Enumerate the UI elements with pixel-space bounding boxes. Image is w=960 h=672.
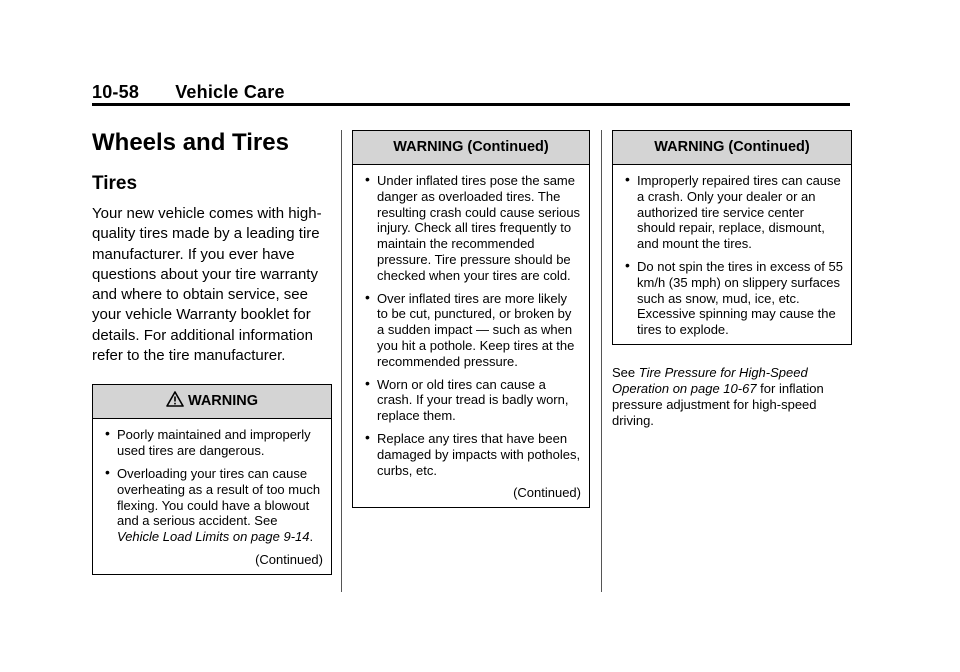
warning-body [353, 165, 589, 507]
tire-pressure-high-speed-link[interactable]: Tire Pressure for High-Speed Operation on page 10-67 [612, 364, 808, 396]
warning-item-text: Over inflated tires are more likely to be cut, punctured, or broken by a sudden impact — such as when you hit a pothole. Keep tires at the recommended pressure. [377, 290, 575, 369]
ref-end: . [309, 529, 314, 545]
warning-item-text: Poorly maintained and improperly used tires are dangerous. [117, 427, 311, 459]
warning-item [103, 427, 323, 459]
warning-item-text: Worn or old tires can cause a crash. If your tread is badly worn, replace them. [377, 376, 569, 424]
column-divider-2 [601, 130, 602, 592]
column-3 [612, 122, 852, 429]
warning-body [613, 165, 851, 344]
see-prefix: See [612, 364, 639, 380]
section-subtitle: Tires [92, 173, 138, 194]
warning-item [103, 463, 323, 545]
bullet: • [105, 463, 110, 480]
warning-item [623, 256, 843, 338]
header-rule [92, 103, 850, 106]
warning-header [93, 385, 331, 419]
warning-triangle-icon [166, 391, 184, 407]
section-title: Vehicle Care [175, 82, 285, 102]
vehicle-load-limits-link[interactable]: Vehicle Load Limits on page 9-14 [117, 529, 310, 545]
column-1 [92, 122, 332, 575]
column-2 [352, 122, 590, 508]
warning-item [363, 374, 581, 424]
bullet: • [365, 171, 370, 187]
page-header [92, 82, 285, 103]
page-title: Wheels and Tires [92, 129, 289, 156]
bullet: • [365, 374, 370, 391]
warning-box-continued [612, 130, 852, 345]
warning-box-continued [352, 130, 590, 508]
warning-item-text: Under inflated tires pose the same danger as overloaded tires. The resulting crash could cause serious injury. Check all tires frequently to maintain the recommended pressure. Tire pressure should be checked when your tires are cold. [377, 173, 581, 283]
bullet: • [365, 288, 370, 305]
bullet: • [105, 425, 110, 442]
warning-item-text: Do not spin the tires in excess of 55 km/h (35 mph) on slippery surfaces such as snow, mud, ice, etc. Excessive spinning may cause the tires to explode. [637, 258, 843, 338]
warning-item-text: Replace any tires that have been damaged by impacts with potholes, curbs, etc. [377, 430, 581, 478]
warning-box [92, 384, 332, 575]
warning-item-text: Improperly repaired tires can cause a crash. Only your dealer or an authorized tire service center should repair, replace, dismount, and mount the tires. [637, 173, 841, 252]
warning-item [363, 428, 581, 478]
see-reference-paragraph [612, 365, 852, 429]
continued-label: (Continued) [255, 551, 323, 567]
warning-header: WARNING (Continued) [613, 131, 851, 165]
warning-item [363, 173, 581, 284]
warning-item [623, 173, 843, 252]
see-suffix: for inflation pressure adjustment for high-speed driving. [612, 380, 824, 428]
warning-item-text: Overloading your tires can cause overheating as a result of too much flexing. You could have a blowout and a serious accident. See [117, 465, 321, 529]
warning-body [93, 419, 331, 574]
page-number: 10-58 [92, 82, 140, 102]
warning-header: WARNING (Continued) [353, 131, 589, 165]
intro-paragraph: Your new vehicle comes with high-quality tires made by a leading tire manufacturer. If you ever have questions about your tire warranty and where to obtain service, see your vehicle Warranty booklet for details. For additional information refer to the tire manufacturer. [92, 205, 322, 365]
bullet: • [625, 256, 630, 273]
warning-item [363, 288, 581, 370]
warning-title: WARNING [187, 393, 259, 410]
continued-label: (Continued) [513, 485, 581, 501]
column-divider-1 [341, 130, 342, 592]
bullet: • [365, 428, 370, 445]
bullet: • [625, 171, 630, 187]
